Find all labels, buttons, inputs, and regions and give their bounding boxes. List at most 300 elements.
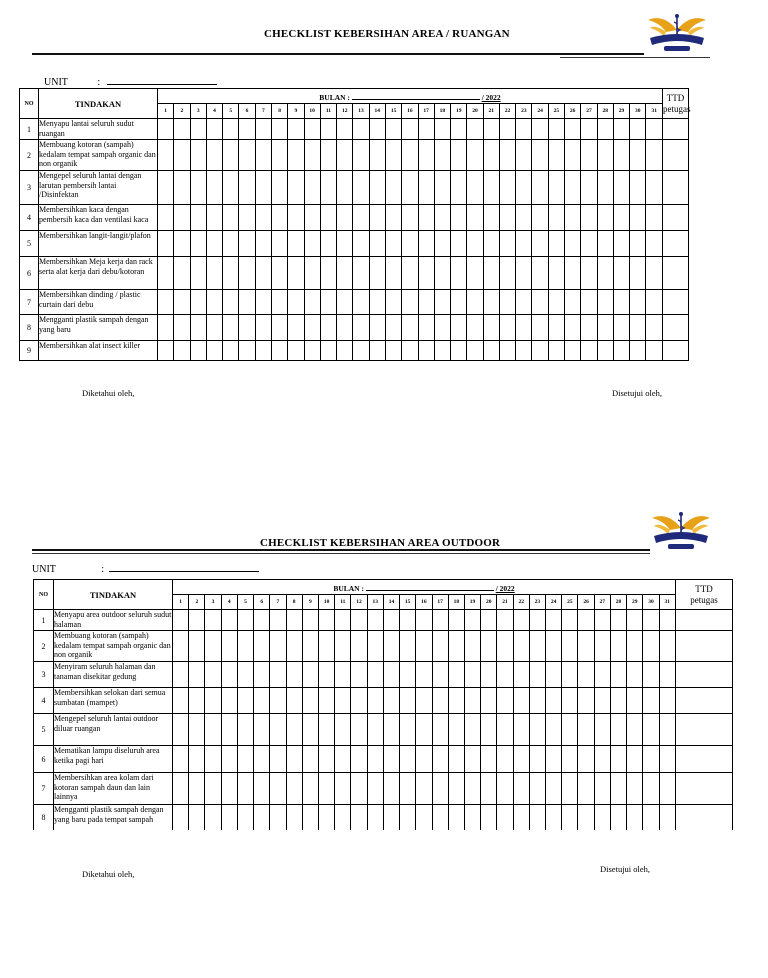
day-check-cell[interactable] bbox=[581, 231, 597, 257]
day-check-cell[interactable] bbox=[630, 257, 646, 290]
day-check-cell[interactable] bbox=[513, 746, 529, 773]
day-check-cell[interactable] bbox=[646, 315, 663, 341]
day-check-cell[interactable] bbox=[335, 688, 351, 714]
day-check-cell[interactable] bbox=[610, 631, 626, 662]
day-check-cell[interactable] bbox=[434, 257, 450, 290]
day-check-cell[interactable] bbox=[581, 205, 597, 231]
day-check-cell[interactable] bbox=[400, 662, 416, 688]
day-check-cell[interactable] bbox=[173, 610, 189, 631]
day-check-cell[interactable] bbox=[288, 171, 304, 205]
day-check-cell[interactable] bbox=[418, 341, 434, 361]
day-check-cell[interactable] bbox=[286, 610, 302, 631]
day-check-cell[interactable] bbox=[467, 140, 483, 171]
day-check-cell[interactable] bbox=[369, 205, 385, 231]
day-check-cell[interactable] bbox=[174, 290, 190, 315]
day-check-cell[interactable] bbox=[337, 315, 353, 341]
day-check-cell[interactable] bbox=[578, 773, 594, 805]
day-check-cell[interactable] bbox=[513, 688, 529, 714]
day-check-cell[interactable] bbox=[254, 631, 270, 662]
day-check-cell[interactable] bbox=[597, 205, 613, 231]
day-check-cell[interactable] bbox=[532, 119, 548, 140]
day-check-cell[interactable] bbox=[223, 140, 239, 171]
day-check-cell[interactable] bbox=[353, 119, 369, 140]
day-check-cell[interactable] bbox=[367, 688, 383, 714]
day-check-cell[interactable] bbox=[223, 119, 239, 140]
day-check-cell[interactable] bbox=[400, 714, 416, 746]
day-check-cell[interactable] bbox=[594, 631, 610, 662]
day-check-cell[interactable] bbox=[581, 257, 597, 290]
day-check-cell[interactable] bbox=[353, 231, 369, 257]
day-check-cell[interactable] bbox=[288, 315, 304, 341]
day-check-cell[interactable] bbox=[565, 140, 581, 171]
day-check-cell[interactable] bbox=[513, 805, 529, 830]
day-check-cell[interactable] bbox=[190, 231, 206, 257]
day-check-cell[interactable] bbox=[385, 171, 401, 205]
day-check-cell[interactable] bbox=[239, 257, 255, 290]
day-check-cell[interactable] bbox=[483, 315, 499, 341]
day-check-cell[interactable] bbox=[597, 119, 613, 140]
day-check-cell[interactable] bbox=[499, 257, 515, 290]
day-check-cell[interactable] bbox=[464, 805, 480, 830]
day-check-cell[interactable] bbox=[320, 205, 336, 231]
day-check-cell[interactable] bbox=[610, 688, 626, 714]
day-check-cell[interactable] bbox=[383, 714, 399, 746]
day-check-cell[interactable] bbox=[351, 714, 367, 746]
day-check-cell[interactable] bbox=[499, 315, 515, 341]
day-check-cell[interactable] bbox=[385, 205, 401, 231]
day-check-cell[interactable] bbox=[335, 631, 351, 662]
day-check-cell[interactable] bbox=[271, 257, 287, 290]
day-check-cell[interactable] bbox=[271, 341, 287, 361]
day-check-cell[interactable] bbox=[481, 631, 497, 662]
day-check-cell[interactable] bbox=[223, 341, 239, 361]
day-check-cell[interactable] bbox=[497, 631, 513, 662]
day-check-cell[interactable] bbox=[418, 119, 434, 140]
day-check-cell[interactable] bbox=[565, 290, 581, 315]
day-check-cell[interactable] bbox=[402, 315, 418, 341]
day-check-cell[interactable] bbox=[190, 257, 206, 290]
day-check-cell[interactable] bbox=[189, 773, 205, 805]
day-check-cell[interactable] bbox=[613, 315, 629, 341]
day-check-cell[interactable] bbox=[432, 662, 448, 688]
day-check-cell[interactable] bbox=[304, 171, 320, 205]
day-check-cell[interactable] bbox=[158, 290, 174, 315]
day-check-cell[interactable] bbox=[337, 205, 353, 231]
day-check-cell[interactable] bbox=[402, 140, 418, 171]
day-check-cell[interactable] bbox=[189, 714, 205, 746]
day-check-cell[interactable] bbox=[481, 662, 497, 688]
day-check-cell[interactable] bbox=[646, 290, 663, 315]
day-check-cell[interactable] bbox=[578, 746, 594, 773]
day-check-cell[interactable] bbox=[335, 662, 351, 688]
day-check-cell[interactable] bbox=[223, 257, 239, 290]
day-check-cell[interactable] bbox=[597, 140, 613, 171]
day-check-cell[interactable] bbox=[254, 773, 270, 805]
day-check-cell[interactable] bbox=[451, 257, 467, 290]
day-check-cell[interactable] bbox=[239, 290, 255, 315]
day-check-cell[interactable] bbox=[270, 631, 286, 662]
day-check-cell[interactable] bbox=[481, 688, 497, 714]
day-check-cell[interactable] bbox=[497, 746, 513, 773]
ttd-signature-cell[interactable] bbox=[676, 631, 733, 662]
day-check-cell[interactable] bbox=[190, 341, 206, 361]
day-check-cell[interactable] bbox=[320, 290, 336, 315]
day-check-cell[interactable] bbox=[254, 688, 270, 714]
day-check-cell[interactable] bbox=[367, 773, 383, 805]
day-check-cell[interactable] bbox=[627, 746, 643, 773]
day-check-cell[interactable] bbox=[254, 610, 270, 631]
day-check-cell[interactable] bbox=[400, 773, 416, 805]
day-check-cell[interactable] bbox=[418, 290, 434, 315]
day-check-cell[interactable] bbox=[286, 662, 302, 688]
day-check-cell[interactable] bbox=[189, 805, 205, 830]
day-check-cell[interactable] bbox=[513, 714, 529, 746]
day-check-cell[interactable] bbox=[529, 662, 545, 688]
day-check-cell[interactable] bbox=[174, 341, 190, 361]
day-check-cell[interactable] bbox=[318, 610, 334, 631]
day-check-cell[interactable] bbox=[565, 205, 581, 231]
day-check-cell[interactable] bbox=[304, 257, 320, 290]
day-check-cell[interactable] bbox=[434, 140, 450, 171]
day-check-cell[interactable] bbox=[369, 315, 385, 341]
day-check-cell[interactable] bbox=[367, 662, 383, 688]
day-check-cell[interactable] bbox=[353, 171, 369, 205]
day-check-cell[interactable] bbox=[499, 341, 515, 361]
day-check-cell[interactable] bbox=[385, 257, 401, 290]
ttd-signature-cell[interactable] bbox=[676, 714, 733, 746]
day-check-cell[interactable] bbox=[613, 341, 629, 361]
day-check-cell[interactable] bbox=[237, 773, 253, 805]
day-check-cell[interactable] bbox=[630, 171, 646, 205]
day-check-cell[interactable] bbox=[304, 205, 320, 231]
day-check-cell[interactable] bbox=[190, 290, 206, 315]
day-check-cell[interactable] bbox=[516, 205, 532, 231]
ttd-signature-cell[interactable] bbox=[662, 171, 688, 205]
day-check-cell[interactable] bbox=[206, 341, 222, 361]
day-check-cell[interactable] bbox=[483, 341, 499, 361]
day-check-cell[interactable] bbox=[174, 140, 190, 171]
day-check-cell[interactable] bbox=[467, 231, 483, 257]
day-check-cell[interactable] bbox=[206, 140, 222, 171]
day-check-cell[interactable] bbox=[516, 341, 532, 361]
day-check-cell[interactable] bbox=[302, 662, 318, 688]
day-check-cell[interactable] bbox=[562, 631, 578, 662]
day-check-cell[interactable] bbox=[402, 231, 418, 257]
day-check-cell[interactable] bbox=[271, 315, 287, 341]
day-check-cell[interactable] bbox=[516, 140, 532, 171]
day-check-cell[interactable] bbox=[383, 662, 399, 688]
day-check-cell[interactable] bbox=[286, 688, 302, 714]
day-check-cell[interactable] bbox=[610, 746, 626, 773]
day-check-cell[interactable] bbox=[532, 290, 548, 315]
day-check-cell[interactable] bbox=[581, 171, 597, 205]
day-check-cell[interactable] bbox=[594, 805, 610, 830]
day-check-cell[interactable] bbox=[255, 315, 271, 341]
day-check-cell[interactable] bbox=[221, 805, 237, 830]
day-check-cell[interactable] bbox=[367, 610, 383, 631]
day-check-cell[interactable] bbox=[189, 688, 205, 714]
day-check-cell[interactable] bbox=[402, 290, 418, 315]
day-check-cell[interactable] bbox=[546, 805, 562, 830]
day-check-cell[interactable] bbox=[302, 773, 318, 805]
day-check-cell[interactable] bbox=[464, 631, 480, 662]
day-check-cell[interactable] bbox=[302, 631, 318, 662]
day-check-cell[interactable] bbox=[432, 746, 448, 773]
day-check-cell[interactable] bbox=[432, 714, 448, 746]
day-check-cell[interactable] bbox=[659, 610, 675, 631]
day-check-cell[interactable] bbox=[173, 662, 189, 688]
day-check-cell[interactable] bbox=[659, 746, 675, 773]
day-check-cell[interactable] bbox=[383, 631, 399, 662]
day-check-cell[interactable] bbox=[578, 610, 594, 631]
day-check-cell[interactable] bbox=[254, 746, 270, 773]
day-check-cell[interactable] bbox=[481, 714, 497, 746]
day-check-cell[interactable] bbox=[499, 205, 515, 231]
day-check-cell[interactable] bbox=[205, 688, 221, 714]
day-check-cell[interactable] bbox=[416, 773, 432, 805]
day-check-cell[interactable] bbox=[646, 257, 663, 290]
day-check-cell[interactable] bbox=[237, 610, 253, 631]
day-check-cell[interactable] bbox=[337, 119, 353, 140]
day-check-cell[interactable] bbox=[239, 119, 255, 140]
day-check-cell[interactable] bbox=[467, 290, 483, 315]
day-check-cell[interactable] bbox=[451, 341, 467, 361]
day-check-cell[interactable] bbox=[467, 341, 483, 361]
day-check-cell[interactable] bbox=[432, 688, 448, 714]
day-check-cell[interactable] bbox=[385, 119, 401, 140]
day-check-cell[interactable] bbox=[532, 341, 548, 361]
day-check-cell[interactable] bbox=[206, 171, 222, 205]
day-check-cell[interactable] bbox=[529, 610, 545, 631]
day-check-cell[interactable] bbox=[562, 610, 578, 631]
day-check-cell[interactable] bbox=[497, 805, 513, 830]
day-check-cell[interactable] bbox=[497, 688, 513, 714]
day-check-cell[interactable] bbox=[432, 610, 448, 631]
day-check-cell[interactable] bbox=[597, 341, 613, 361]
day-check-cell[interactable] bbox=[353, 140, 369, 171]
day-check-cell[interactable] bbox=[646, 231, 663, 257]
day-check-cell[interactable] bbox=[532, 231, 548, 257]
day-check-cell[interactable] bbox=[351, 662, 367, 688]
day-check-cell[interactable] bbox=[288, 231, 304, 257]
day-check-cell[interactable] bbox=[173, 773, 189, 805]
day-check-cell[interactable] bbox=[610, 773, 626, 805]
day-check-cell[interactable] bbox=[400, 805, 416, 830]
day-check-cell[interactable] bbox=[302, 805, 318, 830]
day-check-cell[interactable] bbox=[594, 688, 610, 714]
day-check-cell[interactable] bbox=[481, 773, 497, 805]
day-check-cell[interactable] bbox=[223, 290, 239, 315]
day-check-cell[interactable] bbox=[173, 688, 189, 714]
day-check-cell[interactable] bbox=[565, 231, 581, 257]
day-check-cell[interactable] bbox=[369, 171, 385, 205]
day-check-cell[interactable] bbox=[597, 257, 613, 290]
day-check-cell[interactable] bbox=[546, 714, 562, 746]
day-check-cell[interactable] bbox=[173, 714, 189, 746]
day-check-cell[interactable] bbox=[402, 171, 418, 205]
day-check-cell[interactable] bbox=[548, 205, 564, 231]
day-check-cell[interactable] bbox=[318, 773, 334, 805]
day-check-cell[interactable] bbox=[302, 610, 318, 631]
day-check-cell[interactable] bbox=[400, 688, 416, 714]
day-check-cell[interactable] bbox=[434, 119, 450, 140]
day-check-cell[interactable] bbox=[562, 714, 578, 746]
ttd-signature-cell[interactable] bbox=[676, 773, 733, 805]
day-check-cell[interactable] bbox=[467, 119, 483, 140]
day-check-cell[interactable] bbox=[402, 257, 418, 290]
day-check-cell[interactable] bbox=[318, 746, 334, 773]
day-check-cell[interactable] bbox=[174, 231, 190, 257]
day-check-cell[interactable] bbox=[206, 315, 222, 341]
day-check-cell[interactable] bbox=[578, 805, 594, 830]
day-check-cell[interactable] bbox=[548, 341, 564, 361]
day-check-cell[interactable] bbox=[385, 315, 401, 341]
day-check-cell[interactable] bbox=[529, 714, 545, 746]
day-check-cell[interactable] bbox=[451, 315, 467, 341]
day-check-cell[interactable] bbox=[318, 688, 334, 714]
day-check-cell[interactable] bbox=[581, 140, 597, 171]
day-check-cell[interactable] bbox=[578, 662, 594, 688]
day-check-cell[interactable] bbox=[610, 714, 626, 746]
day-check-cell[interactable] bbox=[546, 610, 562, 631]
day-check-cell[interactable] bbox=[271, 171, 287, 205]
ttd-signature-cell[interactable] bbox=[662, 257, 688, 290]
day-check-cell[interactable] bbox=[206, 290, 222, 315]
day-check-cell[interactable] bbox=[610, 805, 626, 830]
day-check-cell[interactable] bbox=[190, 205, 206, 231]
day-check-cell[interactable] bbox=[613, 171, 629, 205]
bulan-input-line[interactable] bbox=[366, 582, 494, 591]
day-check-cell[interactable] bbox=[221, 662, 237, 688]
day-check-cell[interactable] bbox=[646, 140, 663, 171]
day-check-cell[interactable] bbox=[548, 171, 564, 205]
day-check-cell[interactable] bbox=[383, 688, 399, 714]
day-check-cell[interactable] bbox=[286, 773, 302, 805]
day-check-cell[interactable] bbox=[304, 290, 320, 315]
day-check-cell[interactable] bbox=[239, 315, 255, 341]
day-check-cell[interactable] bbox=[288, 257, 304, 290]
day-check-cell[interactable] bbox=[565, 315, 581, 341]
day-check-cell[interactable] bbox=[416, 610, 432, 631]
day-check-cell[interactable] bbox=[481, 610, 497, 631]
ttd-signature-cell[interactable] bbox=[662, 231, 688, 257]
day-check-cell[interactable] bbox=[613, 140, 629, 171]
day-check-cell[interactable] bbox=[353, 205, 369, 231]
day-check-cell[interactable] bbox=[565, 171, 581, 205]
day-check-cell[interactable] bbox=[529, 631, 545, 662]
day-check-cell[interactable] bbox=[270, 805, 286, 830]
day-check-cell[interactable] bbox=[369, 341, 385, 361]
day-check-cell[interactable] bbox=[221, 688, 237, 714]
day-check-cell[interactable] bbox=[383, 746, 399, 773]
day-check-cell[interactable] bbox=[286, 805, 302, 830]
day-check-cell[interactable] bbox=[548, 119, 564, 140]
day-check-cell[interactable] bbox=[286, 714, 302, 746]
day-check-cell[interactable] bbox=[630, 205, 646, 231]
day-check-cell[interactable] bbox=[320, 140, 336, 171]
ttd-signature-cell[interactable] bbox=[662, 140, 688, 171]
day-check-cell[interactable] bbox=[562, 688, 578, 714]
day-check-cell[interactable] bbox=[302, 688, 318, 714]
day-check-cell[interactable] bbox=[351, 688, 367, 714]
day-check-cell[interactable] bbox=[630, 341, 646, 361]
day-check-cell[interactable] bbox=[205, 610, 221, 631]
day-check-cell[interactable] bbox=[255, 171, 271, 205]
day-check-cell[interactable] bbox=[434, 290, 450, 315]
day-check-cell[interactable] bbox=[646, 205, 663, 231]
day-check-cell[interactable] bbox=[516, 119, 532, 140]
day-check-cell[interactable] bbox=[239, 341, 255, 361]
day-check-cell[interactable] bbox=[627, 631, 643, 662]
day-check-cell[interactable] bbox=[286, 746, 302, 773]
day-check-cell[interactable] bbox=[173, 631, 189, 662]
day-check-cell[interactable] bbox=[464, 662, 480, 688]
day-check-cell[interactable] bbox=[418, 231, 434, 257]
day-check-cell[interactable] bbox=[464, 610, 480, 631]
day-check-cell[interactable] bbox=[548, 140, 564, 171]
day-check-cell[interactable] bbox=[451, 290, 467, 315]
day-check-cell[interactable] bbox=[610, 662, 626, 688]
day-check-cell[interactable] bbox=[416, 805, 432, 830]
day-check-cell[interactable] bbox=[158, 341, 174, 361]
day-check-cell[interactable] bbox=[351, 631, 367, 662]
day-check-cell[interactable] bbox=[643, 805, 659, 830]
day-check-cell[interactable] bbox=[239, 205, 255, 231]
day-check-cell[interactable] bbox=[643, 746, 659, 773]
day-check-cell[interactable] bbox=[597, 231, 613, 257]
day-check-cell[interactable] bbox=[532, 257, 548, 290]
day-check-cell[interactable] bbox=[255, 257, 271, 290]
day-check-cell[interactable] bbox=[400, 610, 416, 631]
day-check-cell[interactable] bbox=[205, 746, 221, 773]
day-check-cell[interactable] bbox=[239, 140, 255, 171]
day-check-cell[interactable] bbox=[594, 610, 610, 631]
day-check-cell[interactable] bbox=[320, 341, 336, 361]
day-check-cell[interactable] bbox=[221, 746, 237, 773]
day-check-cell[interactable] bbox=[659, 714, 675, 746]
ttd-signature-cell[interactable] bbox=[676, 662, 733, 688]
day-check-cell[interactable] bbox=[434, 231, 450, 257]
day-check-cell[interactable] bbox=[562, 805, 578, 830]
day-check-cell[interactable] bbox=[499, 290, 515, 315]
ttd-signature-cell[interactable] bbox=[662, 119, 688, 140]
day-check-cell[interactable] bbox=[659, 662, 675, 688]
day-check-cell[interactable] bbox=[516, 231, 532, 257]
day-check-cell[interactable] bbox=[448, 631, 464, 662]
day-check-cell[interactable] bbox=[578, 714, 594, 746]
day-check-cell[interactable] bbox=[483, 231, 499, 257]
day-check-cell[interactable] bbox=[448, 688, 464, 714]
day-check-cell[interactable] bbox=[239, 171, 255, 205]
day-check-cell[interactable] bbox=[627, 688, 643, 714]
day-check-cell[interactable] bbox=[337, 140, 353, 171]
day-check-cell[interactable] bbox=[255, 205, 271, 231]
day-check-cell[interactable] bbox=[597, 315, 613, 341]
day-check-cell[interactable] bbox=[270, 610, 286, 631]
day-check-cell[interactable] bbox=[448, 662, 464, 688]
day-check-cell[interactable] bbox=[255, 290, 271, 315]
day-check-cell[interactable] bbox=[367, 805, 383, 830]
day-check-cell[interactable] bbox=[659, 631, 675, 662]
day-check-cell[interactable] bbox=[481, 805, 497, 830]
day-check-cell[interactable] bbox=[270, 746, 286, 773]
day-check-cell[interactable] bbox=[158, 205, 174, 231]
day-check-cell[interactable] bbox=[288, 119, 304, 140]
day-check-cell[interactable] bbox=[255, 341, 271, 361]
day-check-cell[interactable] bbox=[548, 257, 564, 290]
day-check-cell[interactable] bbox=[271, 231, 287, 257]
day-check-cell[interactable] bbox=[548, 231, 564, 257]
